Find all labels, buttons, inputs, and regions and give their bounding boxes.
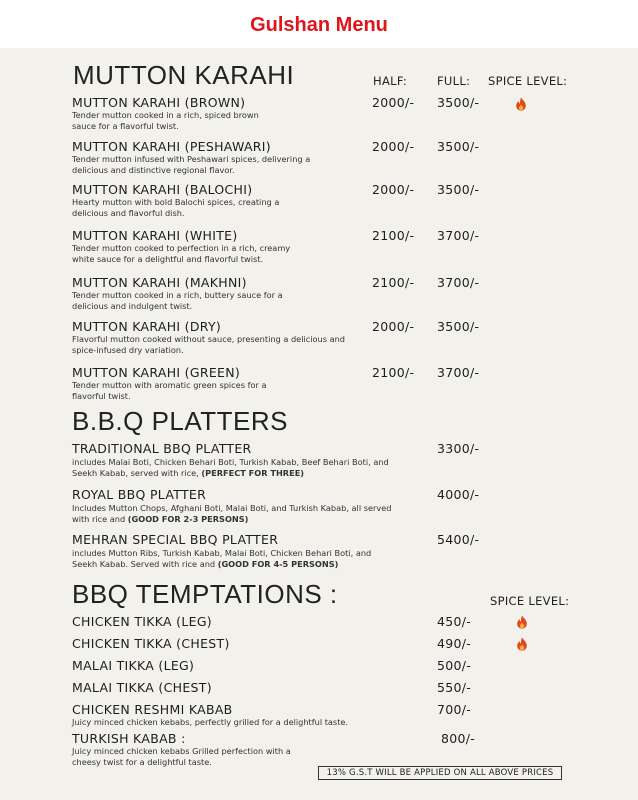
menu-item-name: MALAI TIKKA (LEG) bbox=[72, 658, 195, 673]
menu-item-name: ROYAL BBQ PLATTER bbox=[72, 487, 207, 502]
price-full: 3700/- bbox=[437, 228, 480, 243]
flame-icon bbox=[516, 637, 528, 651]
menu-item-name: MUTTON KARAHI (GREEN) bbox=[72, 365, 241, 380]
menu-item-name: CHICKEN TIKKA (CHEST) bbox=[72, 636, 230, 651]
price-full: 3700/- bbox=[437, 365, 480, 380]
price-half: 2000/- bbox=[372, 95, 415, 110]
flame-icon bbox=[516, 615, 528, 629]
menu-item-name: TURKISH KABAB : bbox=[72, 731, 186, 746]
menu-item-description bbox=[72, 548, 382, 570]
menu-item-name: CHICKEN TIKKA (LEG) bbox=[72, 614, 212, 629]
price-half: 2000/- bbox=[372, 319, 415, 334]
price: 490/- bbox=[437, 636, 472, 651]
menu-item-description: Tender mutton with aromatic green spices for a flavorful twist. bbox=[72, 380, 267, 401]
platter-serving-note: (GOOD FOR 2-3 PERSONS) bbox=[127, 514, 249, 524]
menu-item-name: TRADITIONAL BBQ PLATTER bbox=[72, 441, 252, 456]
menu-item-name: MALAI TIKKA (CHEST) bbox=[72, 680, 212, 695]
menu-item-description: Tender mutton cooked in a rich, spiced brown sauce for a flavorful twist. bbox=[72, 110, 259, 131]
menu-item-name: MUTTON KARAHI (MAKHNI) bbox=[72, 275, 247, 290]
price: 800/- bbox=[441, 731, 476, 746]
price-half: 2000/- bbox=[372, 139, 415, 154]
price-full: 3500/- bbox=[437, 139, 480, 154]
menu-item-name: MUTTON KARAHI (BROWN) bbox=[72, 95, 246, 110]
price-half: 2100/- bbox=[372, 275, 415, 290]
price-half: 2100/- bbox=[372, 365, 415, 380]
column-header-spice-level: SPICE LEVEL: bbox=[490, 594, 570, 608]
menu-item-description: Juicy minced chicken kebabs, perfectly grilled for a delightful taste. bbox=[72, 717, 349, 727]
gst-note: 13% G.S.T WILL BE APPLIED ON ALL ABOVE PRICES bbox=[318, 766, 562, 780]
menu-item-name: MUTTON KARAHI (DRY) bbox=[72, 319, 222, 334]
menu-card bbox=[0, 48, 638, 800]
price: 700/- bbox=[437, 702, 472, 717]
menu-item-name: MUTTON KARAHI (WHITE) bbox=[72, 228, 238, 243]
price-half: 2100/- bbox=[372, 228, 415, 243]
price: 500/- bbox=[437, 658, 472, 673]
column-header-half: HALF: bbox=[373, 74, 408, 88]
price: 5400/- bbox=[437, 532, 480, 547]
menu-item-name: MUTTON KARAHI (BALOCHI) bbox=[72, 182, 253, 197]
column-header-full: FULL: bbox=[437, 74, 471, 88]
platter-description: Includes Mutton Chops, Afghani Boti, Malai Boti, and Turkish Kabab, all served with rice and bbox=[72, 503, 392, 524]
price: 4000/- bbox=[437, 487, 480, 502]
menu-item-description: Tender mutton cooked in a rich, buttery sauce for a delicious and indulgent twist. bbox=[72, 290, 283, 311]
section-heading-bbq-temptations: BBQ TEMPTATIONS : bbox=[72, 579, 338, 609]
section-heading-mutton-karahi: MUTTON KARAHI bbox=[73, 60, 295, 90]
section-heading-bbq-platters: B.B.Q PLATTERS bbox=[72, 406, 289, 436]
price-full: 3500/- bbox=[437, 319, 480, 334]
price: 550/- bbox=[437, 680, 472, 695]
menu-item-description: Juicy minced chicken kebabs Grilled perfection with a cheesy twist for a delightful taste. bbox=[72, 746, 291, 767]
price: 3300/- bbox=[437, 441, 480, 456]
menu-item-description bbox=[72, 457, 392, 479]
menu-item-description: Flavorful mutton cooked without sauce, presenting a delicious and spice-infused dry variation. bbox=[72, 334, 345, 355]
menu-item-name: MUTTON KARAHI (PESHAWARI) bbox=[72, 139, 271, 154]
price-full: 3500/- bbox=[437, 182, 480, 197]
menu-item-name: CHICKEN RESHMI KABAB bbox=[72, 702, 233, 717]
menu-item-description: Tender mutton cooked to perfection in a rich, creamy white sauce for a delightful and flavorful twist. bbox=[72, 243, 291, 264]
menu-item-description: Tender mutton infused with Peshawari spices, delivering a delicious and distinctive regional flavor. bbox=[72, 154, 311, 175]
price-full: 3700/- bbox=[437, 275, 480, 290]
platter-serving-note: (GOOD FOR 4-5 PERSONS) bbox=[217, 559, 339, 569]
menu-item-description: Hearty mutton with bold Balochi spices, creating a delicious and flavorful dish. bbox=[72, 197, 280, 218]
menu-item-name: MEHRAN SPECIAL BBQ PLATTER bbox=[72, 532, 279, 547]
platter-description: includes Mutton Ribs, Turkish Kabab, Malai Boti, Chicken Behari Boti, and Seekh Kabab. Served with rice and bbox=[72, 548, 372, 569]
price: 450/- bbox=[437, 614, 472, 629]
price-half: 2000/- bbox=[372, 182, 415, 197]
page-title: Gulshan Menu bbox=[0, 8, 638, 48]
price-full: 3500/- bbox=[437, 95, 480, 110]
column-header-spice-level: SPICE LEVEL: bbox=[488, 74, 568, 88]
menu-item-description bbox=[72, 503, 397, 525]
platter-serving-note: (PERFECT FOR THREE) bbox=[201, 468, 305, 478]
platter-description: includes Malai Boti, Chicken Behari Boti, Turkish Kabab, Beef Behari Boti, and Seekh Kabab, served with rice, bbox=[72, 457, 389, 478]
flame-icon bbox=[515, 97, 527, 111]
